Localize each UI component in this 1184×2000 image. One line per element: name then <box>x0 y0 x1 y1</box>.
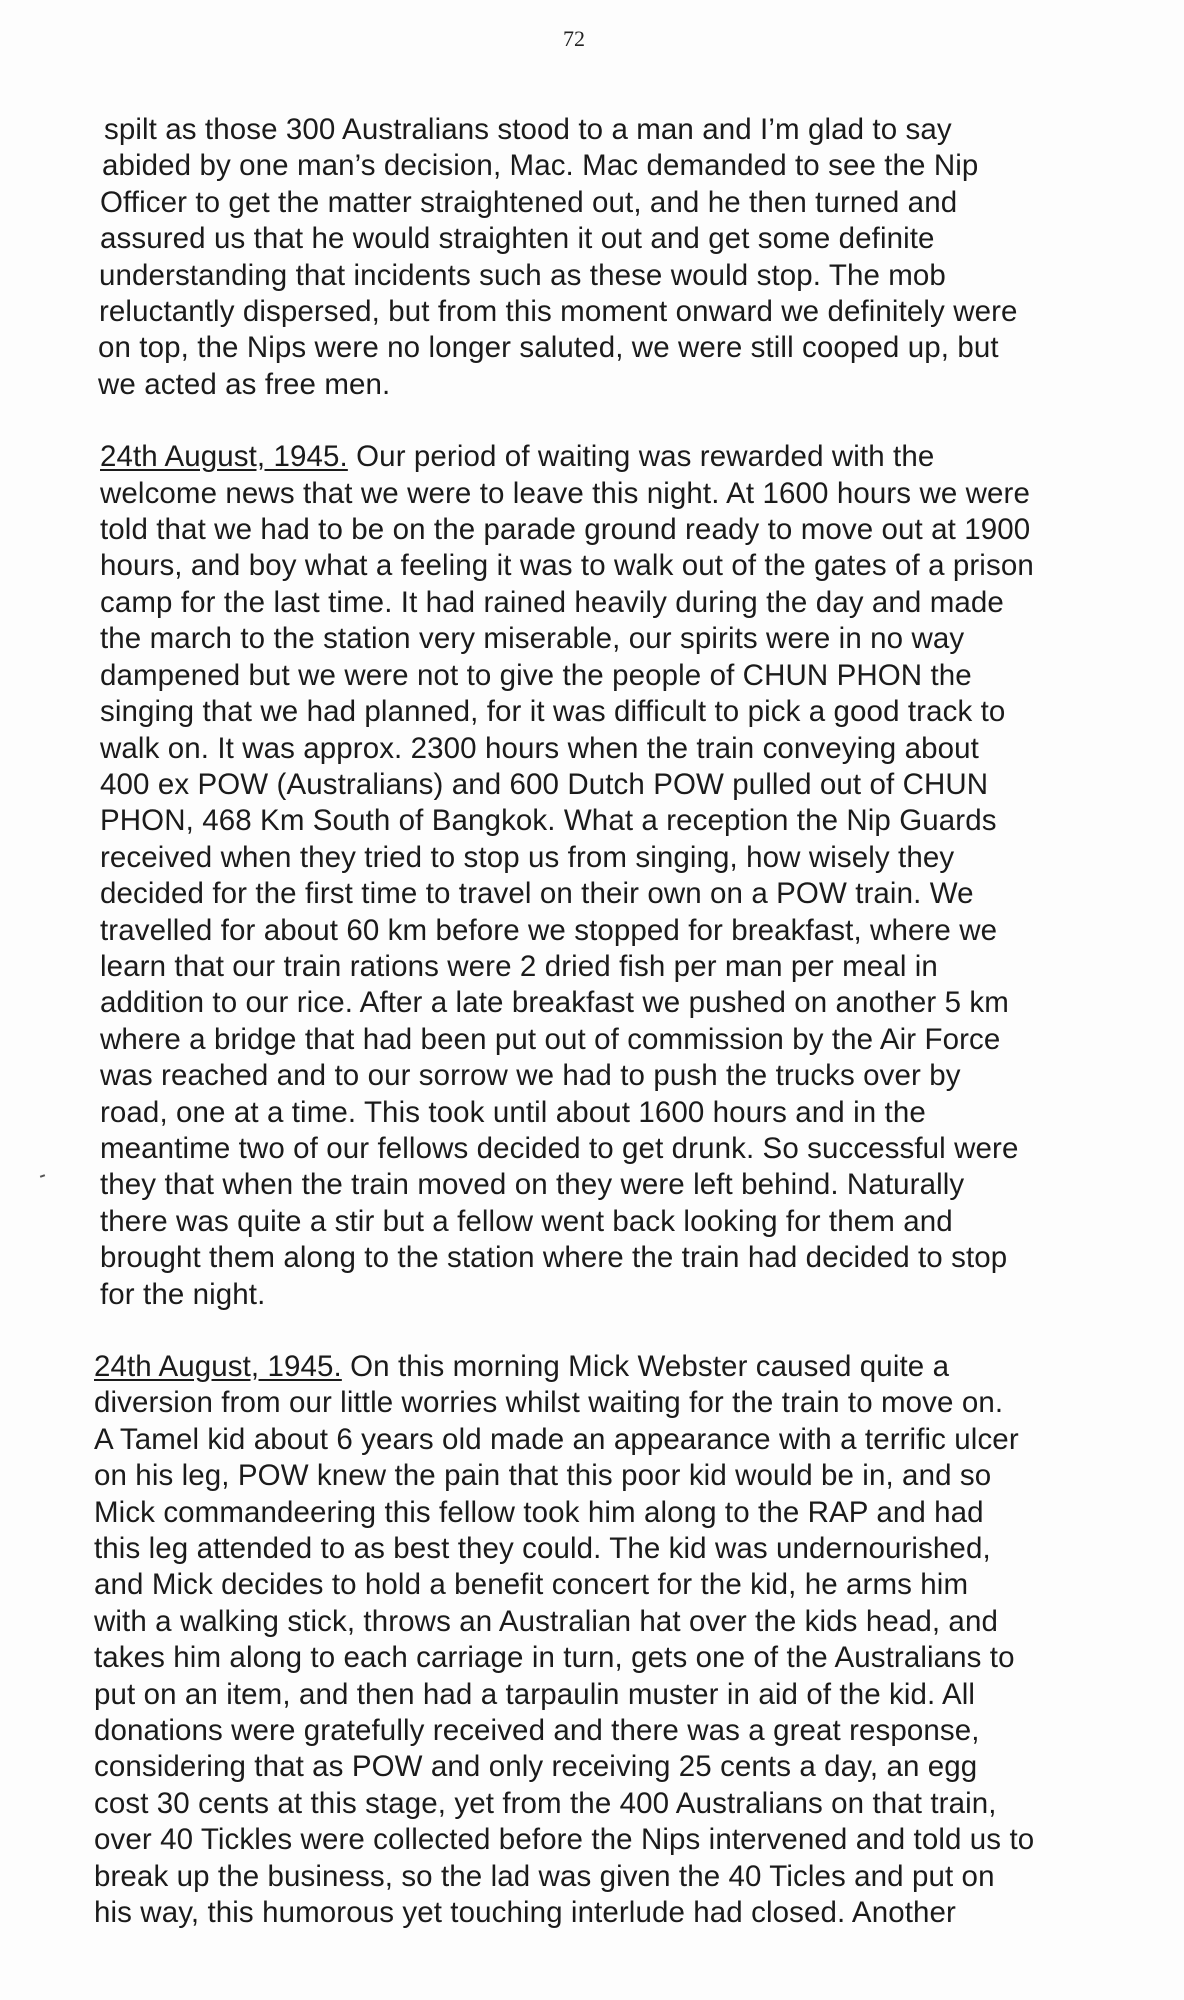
text-line: meantime two of our fellows decided to get drunk. So successful were <box>100 1131 1019 1165</box>
text-line: singing that we had planned, for it was difficult to pick a good track to <box>100 695 1006 729</box>
text-line: cost 30 cents at this stage, yet from the 400 Australians on that train, <box>94 1786 997 1820</box>
entry-date: 24th August, 1945. <box>94 1350 342 1383</box>
entry-date: 24th August, 1945. <box>100 440 348 474</box>
text-line <box>100 439 1126 475</box>
text-line: road, one at a time. This took until about 1600 hours and in the <box>100 1095 926 1129</box>
text-line <box>94 1349 1126 1385</box>
text-line: on top, the Nips were no longer saluted, we were still cooped up, but <box>98 331 999 365</box>
text-line: A Tamel kid about 6 years old made an appearance with a terrific ulcer <box>94 1422 1019 1456</box>
text-line: brought them along to the station where the train had decided to stop <box>100 1241 1008 1275</box>
paragraph-1 <box>96 112 1126 403</box>
text-line: takes him along to each carriage in turn, gets one of the Australians to <box>94 1641 1015 1675</box>
scan-mark <box>40 1174 45 1178</box>
text-line: received when they tried to stop us from singing, how wisely they <box>100 840 955 874</box>
text-line-rest: Our period of waiting was rewarded with the <box>347 440 935 474</box>
paragraph-3 <box>96 1349 1126 1932</box>
text-line: walk on. It was approx. 2300 hours when the train conveying about <box>100 731 979 765</box>
text-line: addition to our rice. After a late breakfast we pushed on another 5 km <box>100 986 1009 1020</box>
text-line: dampened but we were not to give the people of CHUN PHON the <box>100 658 972 692</box>
text-line: put on an item, and then had a tarpaulin muster in aid of the kid. All <box>94 1677 976 1711</box>
text-line: his way, this humorous yet touching interlude had closed. Another <box>94 1896 956 1930</box>
text-line: on his leg, POW knew the pain that this poor kid would be in, and so <box>94 1459 992 1493</box>
text-line: we acted as free men. <box>98 367 391 401</box>
text-line: Mick commandeering this fellow took him along to the RAP and had <box>94 1495 984 1529</box>
text-line: for the night. <box>100 1277 266 1311</box>
page-number: 72 <box>563 26 585 51</box>
text-line: over 40 Tickles were collected before the Nips intervened and told us to <box>94 1823 1035 1857</box>
text-line: told that we had to be on the parade ground ready to move out at 1900 <box>100 513 1031 547</box>
text-line: understanding that incidents such as these would stop. The mob <box>99 258 946 292</box>
text-line: spilt as those 300 Australians stood to a man and I’m glad to say <box>104 113 952 146</box>
text-line: there was quite a stir but a fellow went back looking for them and <box>100 1204 953 1238</box>
text-line: with a walking stick, throws an Australian hat over the kids head, and <box>94 1604 998 1638</box>
text-line: considering that as POW and only receiving 25 cents a day, an egg <box>94 1750 978 1784</box>
text-line: camp for the last time. It had rained heavily during the day and made <box>100 585 1004 619</box>
text-line: this leg attended to as best they could. The kid was undernourished, <box>94 1532 991 1566</box>
paragraph-2 <box>96 439 1126 1313</box>
text-line: break up the business, so the lad was given the 40 Ticles and put on <box>94 1859 995 1893</box>
text-line: they that when the train moved on they were left behind. Naturally <box>100 1168 965 1202</box>
text-line: reluctantly dispersed, but from this moment onward we definitely were <box>99 295 1018 329</box>
text-line: hours, and boy what a feeling it was to walk out of the gates of a prison <box>100 549 1034 583</box>
text-line: learn that our train rations were 2 dried fish per man per meal in <box>100 949 938 983</box>
text-line: travelled for about 60 km before we stopped for breakfast, where we <box>100 913 998 947</box>
text-line: donations were gratefully received and there was a great response, <box>94 1714 980 1748</box>
text-line: decided for the first time to travel on their own on a POW train. We <box>100 877 974 911</box>
text-line: assured us that he would straighten it out and get some definite <box>100 222 935 256</box>
text-line: 400 ex POW (Australians) and 600 Dutch POW pulled out of CHUN <box>100 767 989 801</box>
text-line-rest: On this morning Mick Webster caused quite a <box>341 1350 950 1383</box>
text-line: where a bridge that had been put out of commission by the Air Force <box>100 1022 1001 1056</box>
text-line: the march to the station very miserable, our spirits were in no way <box>100 622 965 656</box>
text-line: Officer to get the matter straightened out, and he then turned and <box>100 185 958 219</box>
text-line: welcome news that we were to leave this night. At 1600 hours we were <box>100 476 1030 510</box>
text-line: abided by one man’s decision, Mac. Mac demanded to see the Nip <box>102 149 979 183</box>
text-line: and Mick decides to hold a benefit concert for the kid, he arms him <box>94 1568 969 1602</box>
text-line: was reached and to our sorrow we had to push the trucks over by <box>100 1059 961 1093</box>
text-line: PHON, 468 Km South of Bangkok. What a reception the Nip Guards <box>100 804 997 838</box>
body-text <box>96 112 1126 1968</box>
text-line: diversion from our little worries whilst waiting for the train to move on. <box>94 1386 1004 1420</box>
